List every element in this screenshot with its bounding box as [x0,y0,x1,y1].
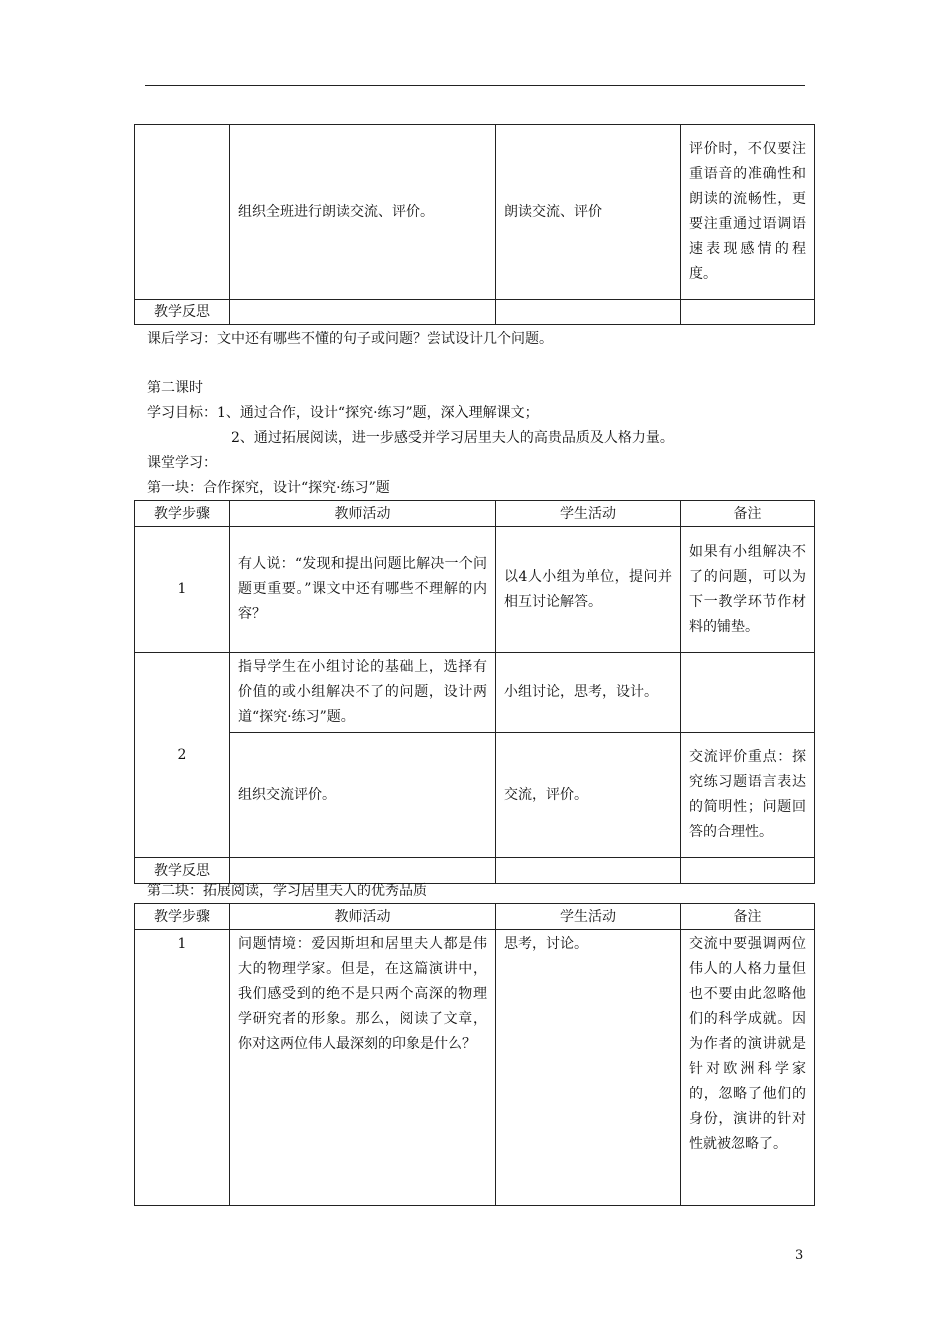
classroom-label: 课堂学习： [147,455,217,471]
student-activity-cell: 朗读交流、评价 [496,125,681,300]
header-student: 学生活动 [496,501,681,527]
table-row [135,930,815,1206]
teacher-activity-cell: 指导学生在小组讨论的基础上，选择有价值的或小组解决不了的问题，设计两道“探究·练习”题。 [230,653,496,733]
step-cell: 1 [135,930,230,1206]
teacher-activity-cell: 有人说：“发现和提出问题比解决一个问题更重要。”课文中还有哪些不理解的内容？ [230,527,496,653]
student-activity-cell: 以4人小组为单位，提问并相互讨论解答。 [496,527,681,653]
note-cell: 评价时，不仅要注重语音的准确性和朗读的流畅性，更要注重通过语调语速表现感情的程度。 [681,125,815,300]
learning-goal-2: 2、通过拓展阅读，进一步感受并学习居里夫人的高贵品质及人格力量。 [231,430,674,446]
reflection-cell [496,858,681,884]
reflection-cell [230,858,496,884]
teacher-activity-cell: 组织交流评价。 [230,733,496,858]
header-student: 学生活动 [496,904,681,930]
header-rule [145,85,805,86]
header-teacher: 教师活动 [230,501,496,527]
table-row [135,733,815,858]
after-class-text: 课后学习：文中还有哪些不懂的句子或问题？尝试设计几个问题。 [147,331,553,347]
student-activity-cell: 交流，评价。 [496,733,681,858]
teacher-activity-cell: 问题情境：爱因斯坦和居里夫人都是伟大的物理学家。但是，在这篇演讲中，我们感受到的绝不是只两个高深的物理学研究者的形象。那么，阅读了文章，你对这两位伟人最深刻的印象是什么？ [230,930,496,1206]
note-cell: 交流评价重点：探究练习题语言表达的简明性；问题回答的合理性。 [681,733,815,858]
table-block2 [134,903,815,1206]
reflection-cell [681,300,815,325]
reflection-cell [681,858,815,884]
header-note: 备注 [681,904,815,930]
header-step: 教学步骤 [135,904,230,930]
student-activity-cell: 小组讨论，思考，设计。 [496,653,681,733]
learning-goal-1: 学习目标：1、通过合作，设计“探究·练习”题，深入理解课文； [147,405,539,421]
lesson-title: 第二课时 [147,380,203,396]
step-cell [135,125,230,300]
table-continued [134,124,815,325]
block2-title: 第二块：拓展阅读，学习居里夫人的优秀品质 [147,883,427,899]
table-row [135,125,815,300]
reflection-cell [230,300,496,325]
table-row [135,653,815,733]
note-cell: 如果有小组解决不了的问题，可以为下一教学环节作材料的铺垫。 [681,527,815,653]
step-cell: 2 [135,653,230,858]
table-row [135,527,815,653]
student-activity-cell: 思考，讨论。 [496,930,681,1206]
table-block1 [134,500,815,884]
reflection-label: 教学反思 [135,858,230,884]
header-teacher: 教师活动 [230,904,496,930]
page-number: 3 [795,1248,804,1263]
step-cell: 1 [135,527,230,653]
table-header-row [135,501,815,527]
table-row [135,300,815,325]
teacher-activity-cell: 组织全班进行朗读交流、评价。 [230,125,496,300]
note-cell: 交流中要强调两位伟人的人格力量但也不要由此忽略他们的科学成就。因为作者的演讲就是针对欧洲科学家的，忽略了他们的身份，演讲的针对性就被忽略了。 [681,930,815,1206]
table-header-row [135,904,815,930]
note-cell [681,653,815,733]
header-note: 备注 [681,501,815,527]
reflection-label: 教学反思 [135,300,230,325]
header-step: 教学步骤 [135,501,230,527]
reflection-cell [496,300,681,325]
block1-title: 第一块：合作探究，设计“探究·练习”题 [147,480,390,496]
table-row [135,858,815,884]
